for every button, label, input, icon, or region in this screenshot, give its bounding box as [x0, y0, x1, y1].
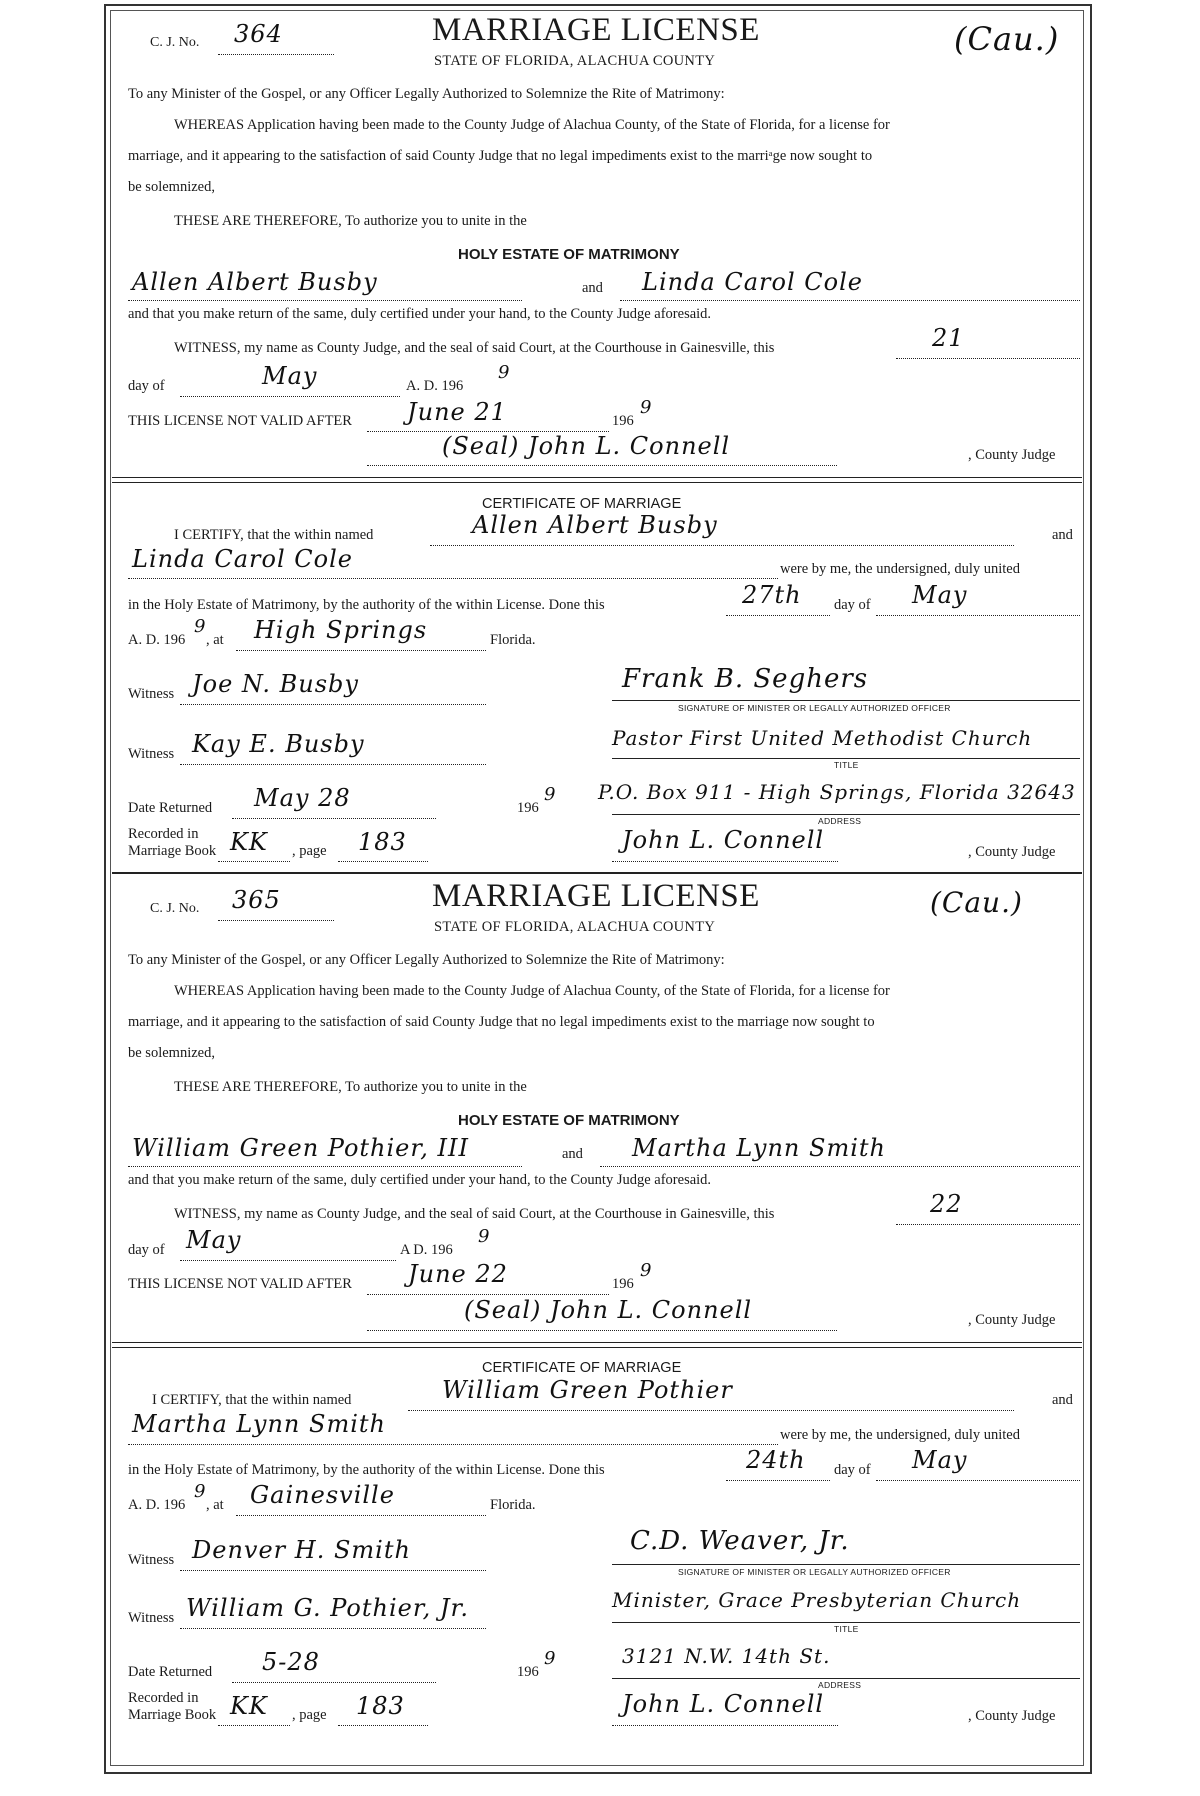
- witness-1-name: Joe N. Busby: [192, 670, 359, 698]
- cert-i-certify: I CERTIFY, that the within named: [174, 527, 374, 543]
- license-title: MARRIAGE LICENSE: [432, 878, 760, 914]
- witness-day: 22: [930, 1190, 963, 1218]
- cert-name-2-line: [128, 578, 778, 579]
- expiry-line: [367, 1294, 609, 1295]
- witness-1-label: Witness: [128, 1552, 175, 1568]
- cert-day-line: [726, 1480, 830, 1481]
- officer-title-line: [612, 758, 1080, 759]
- holy-estate-heading: HOLY ESTATE OF MATRIMONY: [458, 246, 680, 263]
- cert-year-digit: 9: [194, 616, 207, 637]
- expiry-date: June 22: [408, 1260, 508, 1288]
- therefore-line: THESE ARE THEREFORE, To authorize you to unite in the: [174, 213, 527, 229]
- recorder-signature: John L. Connell: [622, 826, 825, 854]
- license-divider: [112, 872, 1082, 874]
- holy-estate-heading: HOLY ESTATE OF MATRIMONY: [458, 1112, 680, 1129]
- page-label: , page: [292, 843, 327, 859]
- cert-florida: Florida.: [490, 632, 536, 648]
- cert-place-line: [236, 1515, 486, 1516]
- cert-title: CERTIFICATE OF MARRIAGE: [482, 1360, 682, 1376]
- cj-label: C. J. No.: [150, 35, 200, 50]
- cert-day: 27th: [742, 581, 802, 609]
- officer-title: Pastor First United Methodist Church: [612, 726, 1033, 750]
- date-returned-label: Date Returned: [128, 800, 213, 816]
- divider-top: [112, 477, 1082, 478]
- marriage-book-label: Marriage Book: [128, 843, 217, 859]
- groom-name: William Green Pothier, III: [132, 1134, 469, 1162]
- book-line: [218, 861, 290, 862]
- judge-signature: (Seal) John L. Connell: [442, 432, 731, 460]
- whereas-line-1: WHEREAS Application having been made to the County Judge of Alachua County, of the State of Florida, for a license for: [174, 983, 890, 999]
- recorder-signature: John L. Connell: [622, 1690, 825, 1718]
- whereas-line-3: be solemnized,: [128, 179, 215, 195]
- cert-name-2: Martha Lynn Smith: [132, 1410, 386, 1438]
- address-line: To any Minister of the Gospel, or any Officer Legally Authorized to Solemnize the Rite of Matrimony:: [128, 86, 725, 102]
- expiry-year-digit: 9: [640, 397, 653, 418]
- expiry-year-prefix: 196: [612, 1276, 634, 1292]
- officer-signature: Frank B. Seghers: [622, 664, 869, 694]
- year-digit: 9: [478, 1226, 491, 1247]
- cert-and: and: [1052, 527, 1073, 543]
- cert-at: , at: [206, 1497, 224, 1513]
- cj-label: C. J. No.: [150, 901, 200, 916]
- witness-1-line: [180, 704, 486, 705]
- date-returned-year-digit: 9: [544, 1648, 557, 1669]
- whereas-line-3: be solemnized,: [128, 1045, 215, 1061]
- day-of-label: day of: [128, 378, 165, 394]
- witness-1-line: [180, 1570, 486, 1571]
- officer-caption: SIGNATURE OF MINISTER OR LEGALLY AUTHORIZED OFFICER: [678, 703, 951, 713]
- license-section-364: [112, 10, 1082, 880]
- month: May: [186, 1226, 242, 1254]
- bride-line: [600, 1166, 1080, 1167]
- groom-name: Allen Albert Busby: [132, 268, 378, 296]
- witness-day: 21: [932, 324, 965, 352]
- cert-name-2: Linda Carol Cole: [132, 545, 353, 573]
- county-judge-label: , County Judge: [968, 1312, 1056, 1328]
- margin-note: (Cau.): [930, 886, 1023, 919]
- cert-day-line: [726, 615, 830, 616]
- recorded-in-label: Recorded in: [128, 826, 199, 842]
- license-title: MARRIAGE LICENSE: [432, 12, 760, 48]
- cert-place: High Springs: [254, 616, 428, 644]
- return-line: and that you make return of the same, duly certified under your hand, to the County Judge aforesaid.: [128, 1172, 712, 1188]
- cert-title: CERTIFICATE OF MARRIAGE: [482, 496, 682, 512]
- bride-name: Martha Lynn Smith: [632, 1134, 886, 1162]
- bride-name: Linda Carol Cole: [642, 268, 863, 296]
- cert-name-2-line: [128, 1444, 778, 1445]
- therefore-line: THESE ARE THEREFORE, To authorize you to unite in the: [174, 1079, 527, 1095]
- cert-month: May: [912, 1446, 968, 1474]
- and-text: and: [582, 280, 603, 296]
- witness-day-line: [896, 1224, 1080, 1225]
- page-line: [338, 861, 428, 862]
- license-subtitle: STATE OF FLORIDA, ALACHUA COUNTY: [434, 919, 716, 935]
- date-returned-year-digit: 9: [544, 784, 557, 805]
- date-returned-line: [232, 1682, 436, 1683]
- page-number: 183: [358, 828, 407, 856]
- cert-ad: A. D. 196: [128, 632, 186, 648]
- witness-1-name: Denver H. Smith: [192, 1536, 411, 1564]
- year-digit: 9: [498, 362, 511, 383]
- witness-2-line: [180, 1628, 486, 1629]
- cert-month-line: [876, 615, 1080, 616]
- officer-signature-line: [612, 700, 1080, 701]
- judge-signature: (Seal) John L. Connell: [464, 1296, 753, 1324]
- recorder-caption: , County Judge: [968, 844, 1056, 860]
- cj-number: 365: [232, 886, 281, 914]
- expiry-date: June 21: [407, 398, 507, 426]
- witness-2-label: Witness: [128, 746, 175, 762]
- cert-holy-line: in the Holy Estate of Matrimony, by the authority of the within License. Done this: [128, 1462, 605, 1478]
- address-caption: ADDRESS: [818, 816, 862, 826]
- officer-address-line: [612, 814, 1080, 815]
- date-returned-year-prefix: 196: [517, 800, 539, 816]
- ad-label: A D. 196: [400, 1242, 453, 1258]
- cert-holy-line: in the Holy Estate of Matrimony, by the authority of the within License. Done this: [128, 597, 605, 613]
- month-line: [180, 396, 400, 397]
- divider-bottom: [112, 1347, 1082, 1348]
- officer-signature-line: [612, 1564, 1080, 1565]
- cert-name-1-line: [408, 1410, 1014, 1411]
- title-caption: TITLE: [834, 760, 859, 770]
- witness-line: WITNESS, my name as County Judge, and the seal of said Court, at the Courthouse in Gainesville, this: [174, 1206, 775, 1222]
- cert-at: , at: [206, 632, 224, 648]
- cert-day: 24th: [746, 1446, 806, 1474]
- month: May: [262, 362, 318, 390]
- cert-day-of: day of: [834, 1462, 871, 1478]
- recorded-in-label: Recorded in: [128, 1690, 199, 1706]
- date-returned-line: [232, 818, 436, 819]
- margin-note: (Cau.): [954, 20, 1060, 58]
- not-valid-label: THIS LICENSE NOT VALID AFTER: [128, 1276, 352, 1292]
- title-caption: TITLE: [834, 1624, 859, 1634]
- page-number: 183: [356, 1692, 405, 1720]
- cert-name-1-line: [430, 545, 1014, 546]
- witness-line: WITNESS, my name as County Judge, and the seal of said Court, at the Courthouse in Gainesville, this: [174, 340, 775, 356]
- page-line: [338, 1725, 428, 1726]
- ad-label: A. D. 196: [406, 378, 464, 394]
- officer-address: 3121 N.W. 14th St.: [622, 1644, 831, 1668]
- whereas-line-2: marriage, and it appearing to the satisfaction of said County Judge that no legal impediments exist to the marriᵃge now sought to: [128, 148, 873, 164]
- cert-name-1: Allen Albert Busby: [472, 511, 718, 539]
- officer-address-line: [612, 1678, 1080, 1679]
- bride-line: [620, 300, 1080, 301]
- cert-month-line: [876, 1480, 1080, 1481]
- cert-name-1: William Green Pothier: [442, 1376, 733, 1404]
- officer-signature: C.D. Weaver, Jr.: [630, 1526, 850, 1556]
- date-returned-year-prefix: 196: [517, 1664, 539, 1680]
- officer-title-line: [612, 1622, 1080, 1623]
- cert-and: and: [1052, 1392, 1073, 1408]
- cert-day-of: day of: [834, 597, 871, 613]
- witness-2-label: Witness: [128, 1610, 175, 1626]
- cert-month: May: [912, 581, 968, 609]
- cj-number: 364: [234, 20, 283, 48]
- cert-i-certify: I CERTIFY, that the within named: [152, 1392, 352, 1408]
- cert-place-line: [236, 650, 486, 651]
- cj-line: [218, 54, 334, 55]
- county-judge-label: , County Judge: [968, 447, 1056, 463]
- whereas-line-2: marriage, and it appearing to the satisfaction of said County Judge that no legal impediments exist to the marriage now sought to: [128, 1014, 875, 1030]
- page-label: , page: [292, 1707, 327, 1723]
- date-returned: May 28: [254, 784, 351, 812]
- expiry-year-digit: 9: [640, 1260, 653, 1281]
- cert-florida: Florida.: [490, 1497, 536, 1513]
- marriage-book-label: Marriage Book: [128, 1707, 217, 1723]
- witness-2-name: William G. Pothier, Jr.: [186, 1594, 470, 1622]
- cert-place: Gainesville: [250, 1481, 395, 1509]
- return-line: and that you make return of the same, duly certified under your hand, to the County Judge aforesaid.: [128, 306, 712, 322]
- whereas-line-1: WHEREAS Application having been made to the County Judge of Alachua County, of the State of Florida, for a license for: [174, 117, 890, 133]
- judge-signature-line: [367, 465, 837, 466]
- groom-line: [128, 1166, 522, 1167]
- cert-ad: A. D. 196: [128, 1497, 186, 1513]
- and-text: and: [562, 1146, 583, 1162]
- address-caption: ADDRESS: [818, 1680, 862, 1690]
- witness-2-line: [180, 764, 486, 765]
- license-subtitle: STATE OF FLORIDA, ALACHUA COUNTY: [434, 53, 716, 69]
- officer-address: P.O. Box 911 - High Springs, Florida 32643: [598, 780, 1076, 804]
- date-returned: 5-28: [262, 1648, 320, 1676]
- groom-line: [128, 300, 522, 301]
- address-line: To any Minister of the Gospel, or any Officer Legally Authorized to Solemnize the Rite of Matrimony:: [128, 952, 725, 968]
- officer-caption: SIGNATURE OF MINISTER OR LEGALLY AUTHORIZED OFFICER: [678, 1567, 951, 1577]
- recorder-line: [612, 1725, 838, 1726]
- day-of-label: day of: [128, 1242, 165, 1258]
- book: KK: [230, 828, 268, 856]
- cert-year-digit: 9: [194, 1481, 207, 1502]
- witness-day-line: [896, 358, 1080, 359]
- witness-1-label: Witness: [128, 686, 175, 702]
- book: KK: [230, 1692, 268, 1720]
- divider-top: [112, 1342, 1082, 1343]
- expiry-year-prefix: 196: [612, 413, 634, 429]
- witness-2-name: Kay E. Busby: [192, 730, 365, 758]
- not-valid-label: THIS LICENSE NOT VALID AFTER: [128, 413, 352, 429]
- cert-united: were by me, the undersigned, duly united: [780, 561, 1020, 577]
- cj-line: [218, 920, 334, 921]
- license-section-365: [112, 878, 1082, 1758]
- date-returned-label: Date Returned: [128, 1664, 213, 1680]
- recorder-line: [612, 861, 838, 862]
- officer-title: Minister, Grace Presbyterian Church: [612, 1588, 1022, 1612]
- month-line: [180, 1260, 396, 1261]
- cert-united: were by me, the undersigned, duly united: [780, 1427, 1020, 1443]
- divider-bottom: [112, 482, 1082, 483]
- book-line: [218, 1725, 290, 1726]
- recorder-caption: , County Judge: [968, 1708, 1056, 1724]
- judge-signature-line: [367, 1330, 837, 1331]
